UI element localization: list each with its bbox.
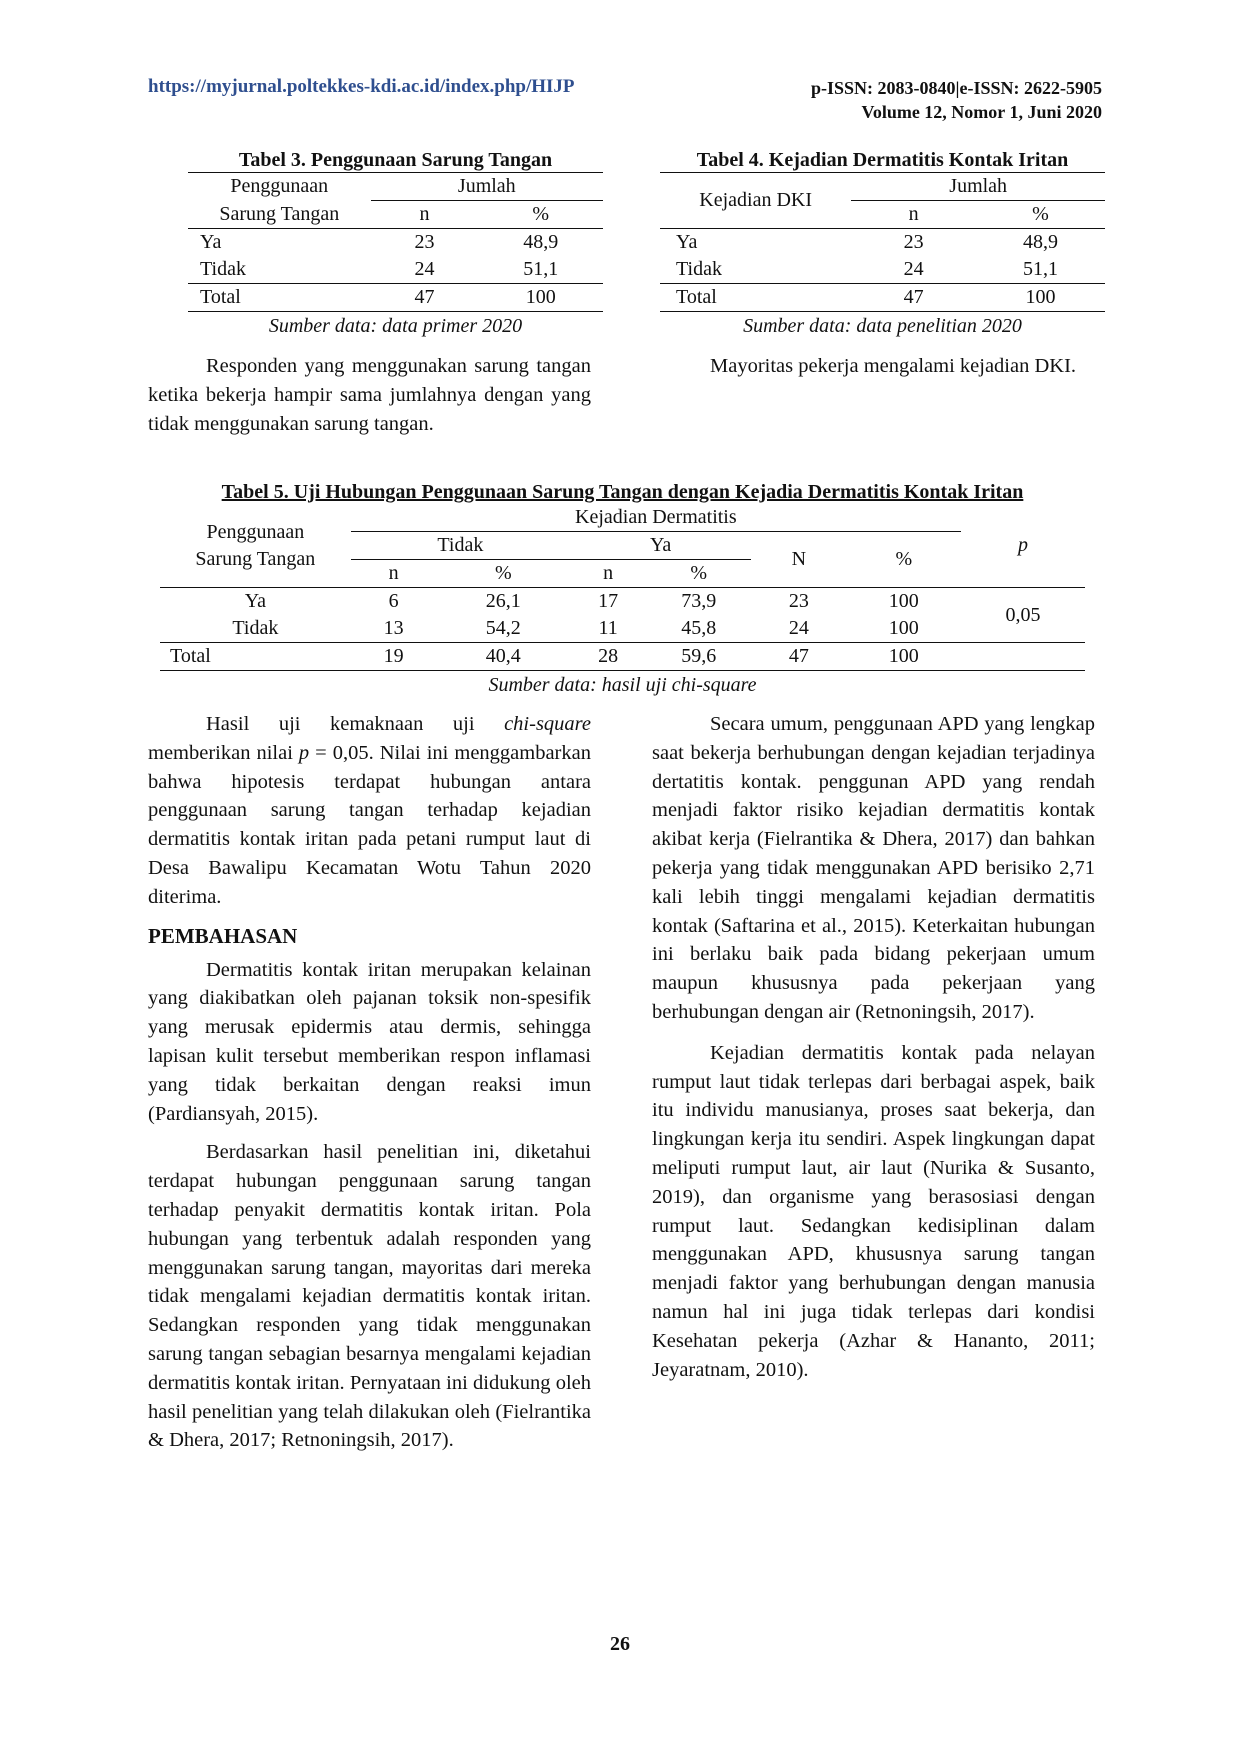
table4-caption: Tabel 4. Kejadian Dermatitis Kontak Iritan: [696, 149, 1069, 171]
table5-block: [160, 480, 1085, 699]
table-row-total: Total 47 100: [188, 284, 603, 312]
table4-group-header: Jumlah: [851, 173, 1105, 201]
table5-p-value: 0,05: [1005, 603, 1041, 626]
page-number: 26: [610, 1633, 630, 1655]
left-column: [148, 710, 591, 1455]
table5-col-ya-n: n: [603, 562, 614, 584]
issn-text: p-ISSN: 2083-0840|e-ISSN: 2622-5905: [811, 78, 1102, 98]
table-row-total: Total 19 40,4 28 59,6 47 100: [160, 643, 1085, 671]
paragraph: Responden yang menggunakan sarung tangan ketika bekerja hampir sama jumlahnya dengan yang tidak menggunakan sarung tangan.: [148, 355, 591, 435]
table5-col-tidak-pct: %: [494, 562, 512, 584]
table-row-total: Total 47 100: [660, 284, 1105, 312]
section-heading: PEMBAHASAN: [148, 923, 298, 948]
table3-col-pct: %: [532, 203, 550, 225]
table4-source: Sumber data: data penelitian 2020: [743, 315, 1022, 337]
left-para-1-block: [148, 352, 591, 438]
paragraph: Mayoritas pekerja mengalami kejadian DKI.: [710, 355, 1077, 377]
paragraph: Dermatitis kontak iritan merupakan kelainan yang diakibatkan oleh pajanan toksik non-spesifik yang merusak epidermis atau dermis, sehingga lapisan kulit tersebut memberikan respon inflamasi yang tidak berkaitan dengan reaksi imun (Pardiansyah, 2015).: [148, 958, 591, 1125]
table4-col-pct: %: [1032, 203, 1049, 225]
table5-rowheader: Penggunaan Sarung Tangan: [195, 520, 316, 570]
volume-text: Volume 12, Nomor 1, Juni 2020: [861, 102, 1102, 122]
table3-rowheader-line1: Penggunaan: [230, 175, 329, 198]
right-para-1-block: [652, 352, 1095, 381]
table4-col-n: n: [908, 203, 919, 225]
right-column: [652, 710, 1095, 1384]
table5-col-ya-pct: %: [690, 562, 708, 584]
table5-col-total-pct: %: [895, 548, 913, 570]
table5-col-p: p: [1017, 534, 1028, 556]
issn-block: [811, 76, 1102, 124]
paragraph: Kejadian dermatitis kontak pada nelayan rumput laut tidak terlepas dari berbagai aspek, baik itu individu manusianya, proses saat bekerja, dan lingkungan kerja itu sendiri. Aspek lingkungan dapat meliputi rumput laut, air laut (Nurika & Susanto, 2019), dan organisme yang berasosiasi dengan rumput laut. Sedangkan kedisiplinan dalam menggunakan APD, khususnya sarung tangan menjadi faktor yang berhubungan dengan manusia namun hal ini juga tidak terlepas dari kondisi Kesehatan pekerja (Azhar & Hananto, 2011; Jeyaratnam, 2010).: [652, 1041, 1095, 1381]
table5-group-header: Kejadian Dermatitis: [351, 504, 961, 532]
table5-sub-ya: Ya: [570, 532, 751, 560]
table4-rowheader: Kejadian DKI: [699, 189, 813, 211]
table5-caption: Tabel 5. Uji Hubungan Penggunaan Sarung Tangan dengan Kejadia Dermatitis Kontak Iritan: [221, 481, 1024, 503]
table5-col-N: N: [791, 548, 807, 570]
table3-caption: Tabel 3. Penggunaan Sarung Tangan: [238, 149, 553, 171]
table3-rowheader-line2: Sarung Tangan: [219, 202, 340, 225]
table-row: Ya 6 26,1 17 73,9 23 100 0,05: [160, 588, 1085, 616]
table5-source: Sumber data: hasil uji chi-square: [488, 674, 757, 696]
table-row: Ya 23 48,9: [660, 229, 1105, 257]
journal-url-link[interactable]: https://myjurnal.poltekkes-kdi.ac.id/index.php/HIJP: [148, 76, 575, 97]
paragraph: Secara umum, penggunaan APD yang lengkap saat bekerja berhubungan dengan kejadian terjadinya dertatitis kontak. penggunan APD yang rendah menjadi faktor risiko kejadian dermatitis kontak akibat kerja (Fielrantika & Dhera, 2017) dan bahkan pekerja yang tidak menggunakan APD berisiko 2,71 kali lebih tinggi mengalami kejadian dermatitis kontak (Saftarina et al., 2015). Keterkaitan hubungan ini berlaku baik pada bidang pekerjaan umum maupun khususnya pada pekerjaan yang berhubungan dengan air (Retnoningsih, 2017).: [652, 713, 1095, 1023]
table5-col-tidak-n: n: [388, 562, 399, 584]
table5-sub-tidak: Tidak: [351, 532, 570, 560]
table3-source: Sumber data: data primer 2020: [268, 315, 523, 337]
table-row: Tidak 24 51,1: [188, 256, 603, 284]
table4: [660, 172, 1105, 312]
table-row: Tidak 24 51,1: [660, 256, 1105, 284]
table3-col-n: n: [419, 203, 430, 225]
table5: [160, 504, 1085, 671]
paragraph: Berdasarkan hasil penelitian ini, diketahui terdapat hubungan penggunaan sarung tangan terhadap penyakit dermatitis kontak iritan. Pola hubungan yang terbentuk adalah responden yang menggunakan sarung tangan, mayoritas dari mereka tidak mengalami kejadian dermatitis kontak iritan. Sedangkan responden yang tidak menggunakan sarung tangan sebagian besarnya mengalami kejadian dermatitis kontak iritan. Pernyataan ini didukung oleh hasil penelitian yang telah dilakukan oleh (Fielrantika & Dhera, 2017; Retnoningsih, 2017).: [148, 1141, 591, 1452]
paragraph-chi-square: Hasil uji kemaknaan uji chi-square memberikan nilai p = 0,05. Nilai ini menggambarkan bahwa hipotesis terdapat hubungan antara penggunaan sarung tangan terhadap kejadian dermatitis kontak iritan pada petani rumput laut di Desa Bawalipu Kecamatan Wotu Tahun 2020 diterima.: [148, 713, 591, 908]
table4-block: [660, 148, 1105, 340]
table-row: Tidak 13 54,2 11 45,8 24 100: [160, 615, 1085, 643]
table3-block: [188, 148, 603, 340]
table3: [188, 172, 603, 312]
table3-group-header: Jumlah: [371, 173, 603, 201]
table-row: Ya 23 48,9: [200, 231, 559, 253]
